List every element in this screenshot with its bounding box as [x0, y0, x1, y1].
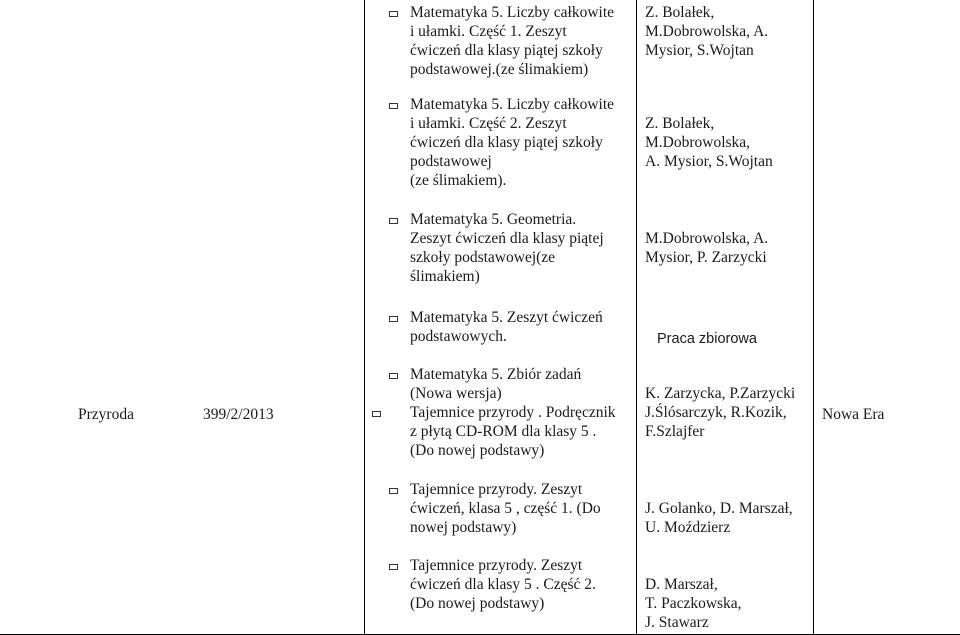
- title-line: podstawowej.(ze ślimakiem): [410, 61, 589, 78]
- title-line: Matematyka 5. Liczby całkowite: [410, 4, 615, 21]
- author-line: Z. Bolałek,: [645, 4, 715, 21]
- title-line: (Do nowej podstawy): [410, 595, 545, 612]
- subject-cell: Przyroda: [78, 406, 134, 423]
- title-line: (Nowa wersja): [410, 385, 502, 402]
- author-line: T. Paczkowska,: [645, 595, 742, 612]
- title-line: (ze ślimakiem).: [410, 172, 507, 189]
- bullet-icon: [389, 11, 398, 17]
- title-line: Tajemnice przyrody . Podręcznik: [410, 404, 616, 421]
- column-divider: [636, 0, 637, 635]
- author-line: Praca zbiorowa: [657, 331, 757, 347]
- bullet-icon: [372, 411, 381, 417]
- bullet-icon: [389, 218, 398, 224]
- author-line: M.Dobrowolska,: [645, 134, 751, 151]
- title-line: Matematyka 5. Geometria.: [410, 211, 577, 228]
- title-line: Matematyka 5. Zbiór zadań: [410, 366, 582, 383]
- title-line: Matematyka 5. Zeszyt ćwiczeń: [410, 309, 603, 326]
- publisher-cell: Nowa Era: [822, 406, 885, 423]
- bullet-icon: [389, 564, 398, 570]
- title-line: ćwiczeń dla klasy 5 . Część 2.: [410, 576, 596, 593]
- title-line: podstawowych.: [410, 328, 507, 345]
- author-line: F.Szlajfer: [645, 423, 705, 440]
- title-line: szkoły podstawowej(ze: [410, 249, 556, 266]
- author-line: A. Mysior, S.Wojtan: [645, 153, 773, 170]
- title-line: Matematyka 5. Liczby całkowite: [410, 96, 615, 113]
- title-line: nowej podstawy): [410, 519, 517, 536]
- title-line: z płytą CD-ROM dla klasy 5 .: [410, 423, 597, 440]
- title-line: Tajemnice przyrody. Zeszyt: [410, 481, 583, 498]
- author-line: J. Golanko, D. Marszał,: [645, 500, 793, 517]
- author-line: M.Dobrowolska, A.: [645, 23, 769, 40]
- title-line: Zeszyt ćwiczeń dla klasy piątej: [410, 230, 604, 247]
- title-line: (Do nowej podstawy): [410, 442, 545, 459]
- author-line: K. Zarzycka, P.Zarzycki: [645, 385, 796, 402]
- program-number-cell: 399/2/2013: [203, 406, 274, 423]
- title-line: ćwiczeń dla klasy piątej szkoły: [410, 42, 603, 59]
- bullet-icon: [389, 103, 398, 109]
- bullet-icon: [389, 316, 398, 322]
- title-line: Tajemnice przyrody. Zeszyt: [410, 557, 583, 574]
- title-line: ćwiczeń dla klasy piątej szkoły: [410, 134, 603, 151]
- author-line: U. Moździerz: [645, 519, 731, 536]
- author-line: Z. Bolałek,: [645, 115, 715, 132]
- title-line: ślimakiem): [410, 268, 480, 285]
- author-line: D. Marszał,: [645, 576, 718, 593]
- author-line: M.Dobrowolska, A.: [645, 230, 769, 247]
- author-line: Mysior, P. Zarzycki: [645, 249, 767, 266]
- author-line: Mysior, S.Wojtan: [645, 42, 754, 59]
- author-line: J. Stawarz: [645, 614, 709, 631]
- column-divider: [364, 0, 365, 635]
- column-divider: [813, 0, 814, 635]
- title-line: podstawowej: [410, 153, 492, 170]
- title-line: i ułamki. Część 2. Zeszyt: [410, 115, 567, 132]
- author-line: J.Ślósarczyk, R.Kozik,: [645, 404, 787, 421]
- title-line: i ułamki. Część 1. Zeszyt: [410, 23, 567, 40]
- bullet-icon: [389, 488, 398, 494]
- bullet-icon: [389, 373, 398, 379]
- title-line: ćwiczeń, klasa 5 , część 1. (Do: [410, 500, 601, 517]
